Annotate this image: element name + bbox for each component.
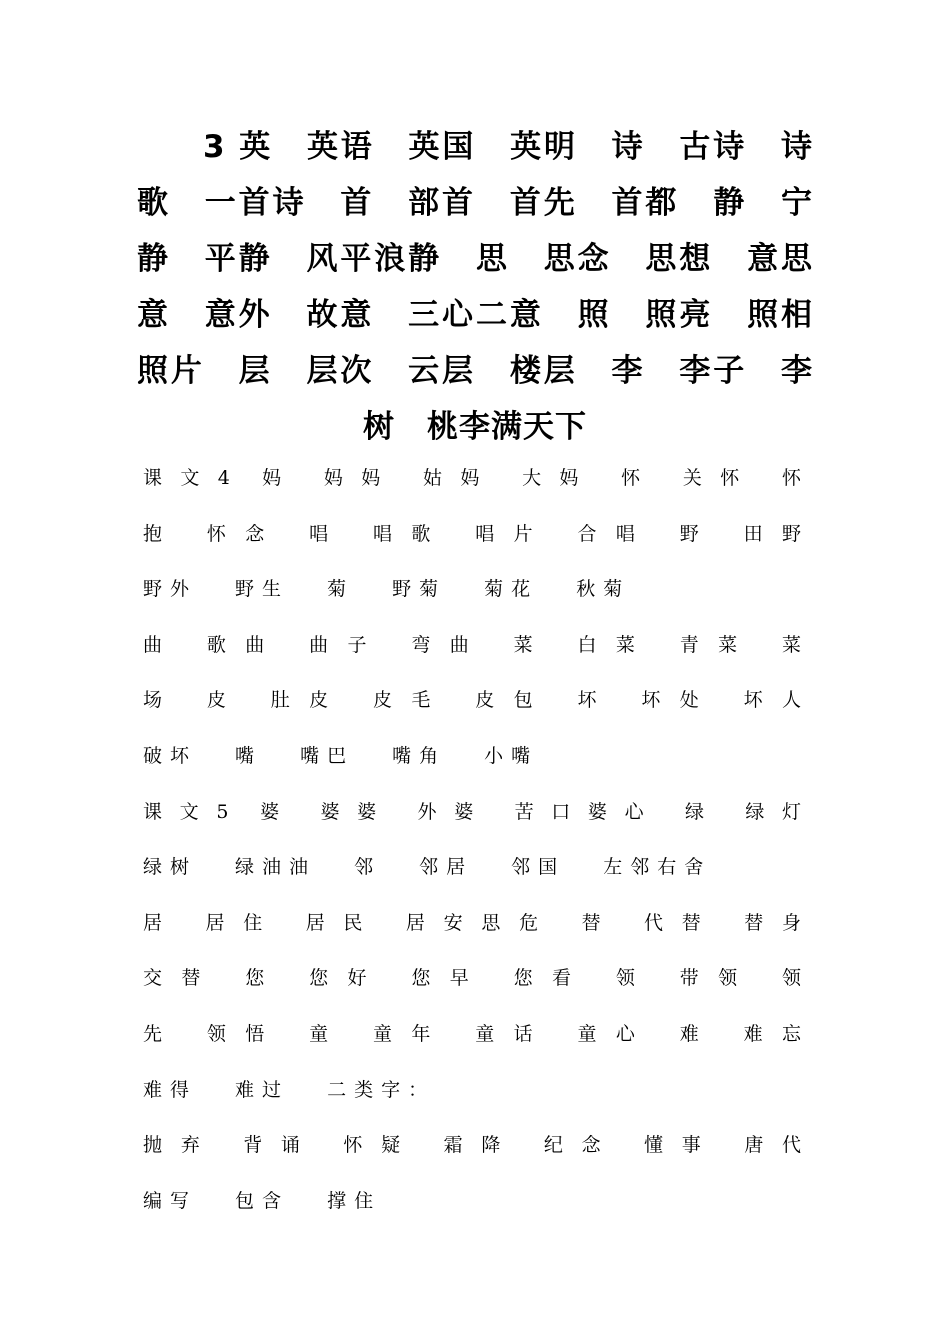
vocab-line: 野外 野生 菊 野菊 菊花 秋菊 bbox=[143, 578, 631, 601]
vocab-line: 交替 您 您好 您早 您看 领 带领 领 bbox=[143, 967, 809, 990]
vocab-line: 抱 怀念 唱 唱歌 唱片 合唱 野 田野 bbox=[143, 522, 809, 545]
lesson3-line: 意 意外 故意 三心二意 照 照亮 照相 bbox=[137, 297, 813, 333]
vocab-line: 抛弃 背诵 怀疑 霜降 纪念 懂事 唐代 bbox=[143, 1134, 809, 1157]
vocab-line: 课文5 婆 婆婆 外婆 苦口婆心 绿 绿灯 bbox=[143, 800, 809, 823]
vocab-line: 难得 难过 二类字： bbox=[143, 1078, 436, 1101]
lesson3-line: 静 平静 风平浪静 思 思念 思想 意思 bbox=[137, 241, 813, 277]
vocab-line: 课文4 妈 妈妈 姑妈 大妈 怀 关怀 怀 bbox=[143, 467, 809, 489]
vocab-line: 破坏 嘴 嘴巴 嘴角 小嘴 bbox=[143, 744, 539, 767]
lesson3-line: 3 英 英语 英国 英明 诗 古诗 诗 bbox=[203, 129, 813, 165]
vocab-line: 场 皮 肚皮 皮毛 皮包 坏 坏处 坏人 bbox=[143, 689, 809, 712]
lesson3-line: 树 桃李满天下 bbox=[363, 409, 587, 445]
vocab-line: 绿树 绿油油 邻 邻居 邻国 左邻右舍 bbox=[143, 856, 712, 879]
vocab-line: 编写 包含 撑住 bbox=[143, 1189, 382, 1212]
lesson3-word-list bbox=[137, 119, 813, 455]
vocab-line: 先 领悟 童 童年 童话 童心 难 难忘 bbox=[143, 1022, 809, 1045]
lesson4-5-word-list bbox=[143, 451, 809, 1229]
vocab-line: 居 居住 居民 居安思危 替 代替 替身 bbox=[143, 911, 809, 934]
lesson3-line: 歌 一首诗 首 部首 首先 首都 静 宁 bbox=[137, 185, 813, 221]
vocab-line: 曲 歌曲 曲子 弯曲 菜 白菜 青菜 菜 bbox=[143, 633, 809, 656]
lesson3-line: 照片 层 层次 云层 楼层 李 李子 李 bbox=[137, 353, 813, 389]
